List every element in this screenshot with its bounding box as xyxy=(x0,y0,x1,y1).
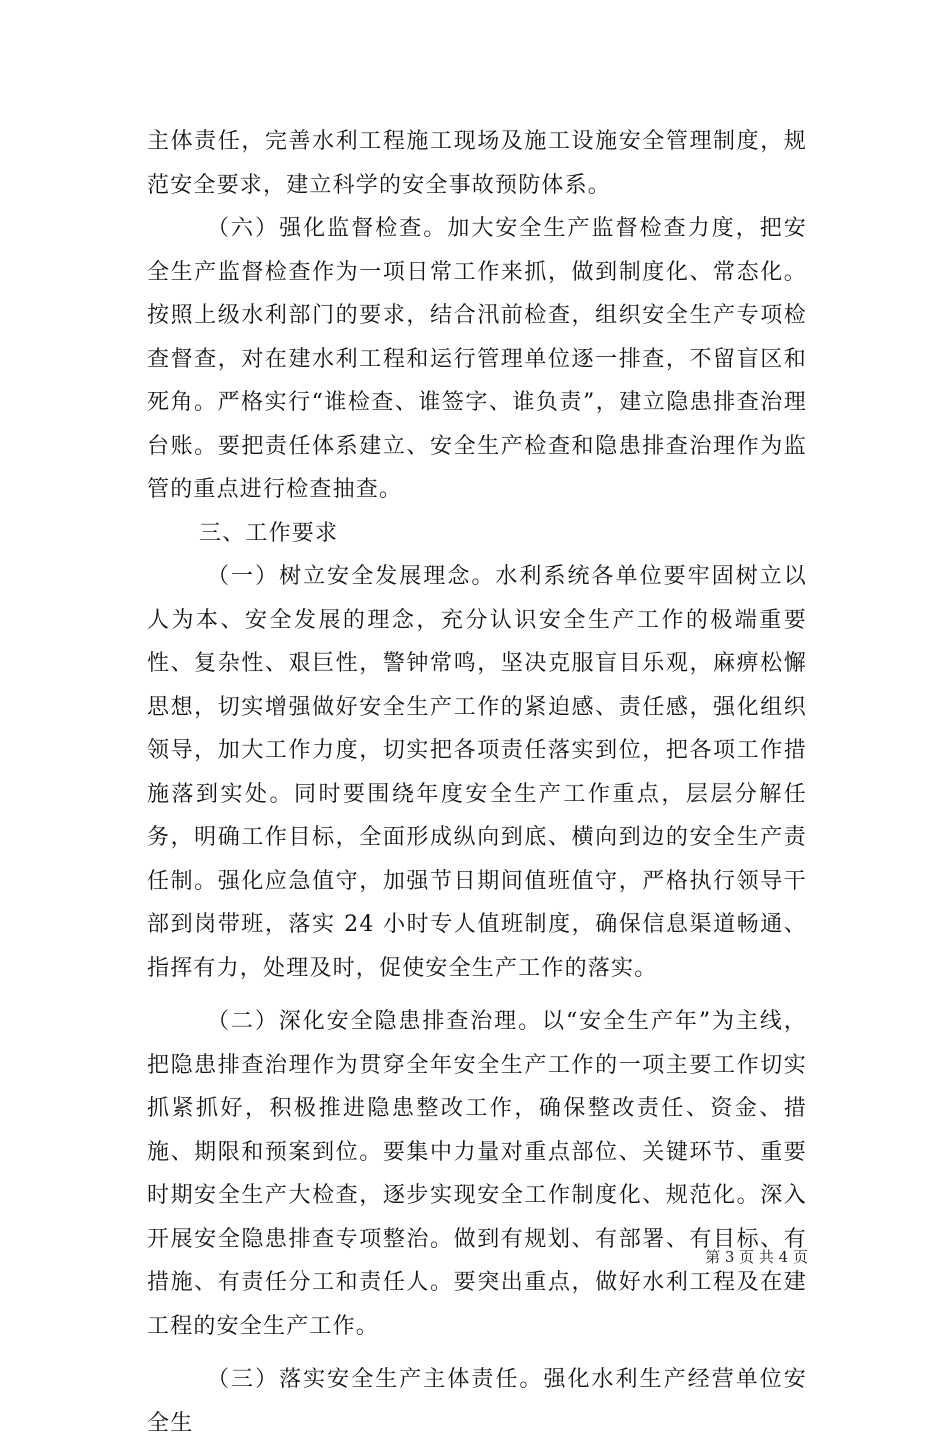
section-heading-work-requirements: 三、工作要求 xyxy=(199,520,339,546)
paragraph-item-two: （二）深化安全隐患排查治理。以“安全生产年”为主线，把隐患排查治理作为贯穿全年安全生产工作的一项主要工作切实抓紧抓好，积极推进隐患整改工作，确保整改责任、资金、措施、期限和预案到位。要集中力量对重点部位、关键环节、重要时期安全生产大检查，逐步实现安全工作制度化、规范化。深入开展安全隐患排查专项整治。做到有规划、有部署、有目标、有措施、有责任分工和责任人。要突出重点，做好水利工程及在建工程的安全生产工作。 xyxy=(147,1009,807,1339)
paragraph-item-three: （三）落实安全生产主体责任。强化水利生产经营单位安全生 xyxy=(147,1367,807,1436)
paragraph-continuation: 主体责任，完善水利工程施工现场及施工设施安全管理制度，规范安全要求，建立科学的安全事故预防体系。 xyxy=(147,129,807,198)
paragraph-item-one: （一）树立安全发展理念。水利系统各单位要牢固树立以人为本、安全发展的理念，充分认识安全生产工作的极端重要性、复杂性、艰巨性，警钟常鸣，坚决克服盲目乐观，麻痹松懈思想，切实增强做好安全生产工作的紧迫感、责任感，强化组织领导，加大工作力度，切实把各项责任落实到位，把各项工作措施落到实处。同时要围绕年度安全生产工作重点，层层分解任务，明确工作目标，全面形成纵向到底、横向到边的安全生产责任制。强化应急值守，加强节日期间值班值守，严格执行领导干部到岗带班，落实 24 小时专人值班制度，确保信息渠道畅通、指挥有力，处理及时，促使安全生产工作的落实。 xyxy=(147,564,807,981)
paragraph-section-six: （六）强化监督检查。加大安全生产监督检查力度，把安全生产监督检查作为一项日常工作来抓，做到制度化、常态化。按照上级水利部门的要求，结合汛前检查，组织安全生产专项检查督查，对在建水利工程和运行管理单位逐一排查，不留盲区和死角。严格实行“谁检查、谁签字、谁负责”，建立隐患排查治理台账。要把责任体系建立、安全生产检查和隐患排查治理作为监管的重点进行检查抽查。 xyxy=(147,216,807,502)
page-number-footer: 第 3 页 共 4 页 xyxy=(705,1248,808,1266)
